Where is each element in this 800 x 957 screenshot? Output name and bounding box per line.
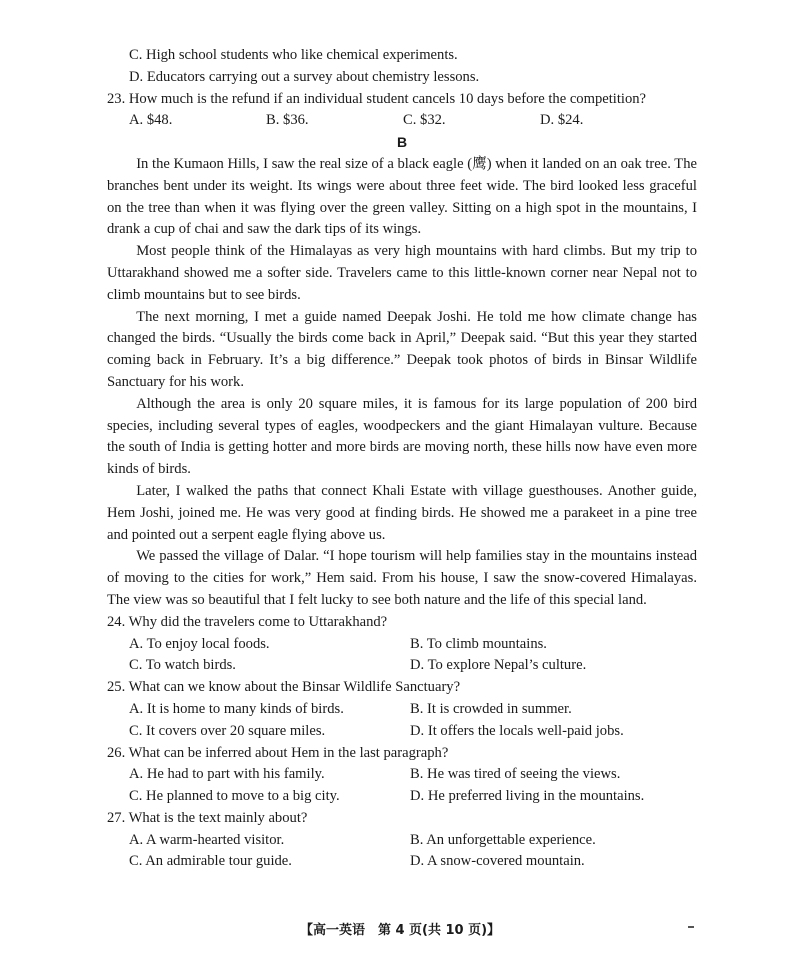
q24-option-c: C. To watch birds.	[129, 657, 236, 674]
q24-option-b: B. To climb mountains.	[410, 635, 547, 652]
passage-paragraph-4: Although the area is only 20 square miles, it is famous for its large population of 200 bird species, including several types of eagles, woodpeckers and the giant Himalayan vulture. Because the south of India is getting hotter and more birds are moving north, these hills now have even more kinds of birds.	[107, 395, 697, 478]
passage-b	[107, 154, 697, 612]
q23-option-c: C. $32.	[403, 112, 446, 129]
q27-option-b: B. An unforgettable experience.	[410, 831, 596, 848]
question-26	[107, 743, 697, 808]
question-24	[107, 612, 697, 677]
exam-page	[107, 45, 697, 873]
q27-options-row-1	[107, 830, 697, 852]
q25-option-d: D. It offers the locals well-paid jobs.	[410, 722, 624, 739]
passage-paragraph-2: Most people think of the Himalayas as very high mountains with hard climbs. But my trip to Uttarakhand showed me a softer side. Travelers came to this little-known corner near Nepal not to climb mountains but to see birds.	[107, 243, 697, 303]
q24-option-a: A. To enjoy local foods.	[129, 635, 270, 652]
q24-options-row-1	[107, 634, 697, 656]
q24-option-d: D. To explore Nepal’s culture.	[410, 657, 587, 674]
q25-options-row-1	[107, 699, 697, 721]
q25-option-c: C. It covers over 20 square miles.	[129, 722, 326, 739]
passage-paragraph-5: Later, I walked the paths that connect Khali Estate with village guesthouses. Another guide, Hem Joshi, joined me. He was very good at finding birds. He showed me a parakeet in a pine tree and pointed out a serpent eagle flying above us.	[107, 482, 697, 543]
q23-option-d: D. $24.	[540, 112, 584, 129]
q23-option-a: A. $48.	[129, 112, 173, 129]
q27-question: 27. What is the text mainly about?	[107, 809, 308, 826]
q27-option-a: A. A warm-hearted visitor.	[129, 831, 285, 848]
q25-option-b: B. It is crowded in summer.	[410, 700, 572, 717]
passage-paragraph-3: The next morning, I met a guide named Deepak Joshi. He told me how climate change has changed the birds. “Usually the birds come back in April,” Deepak said. “But this year they started coming back in February. It’s a big difference.” Deepak took photos of birds in Binsar Wildlife Sanctuary for his work.	[107, 308, 697, 390]
section-b-title: B	[396, 134, 408, 151]
q26-question: 26. What can be inferred about Hem in the last paragraph?	[107, 744, 449, 761]
footer-dash-mark	[688, 926, 694, 928]
q22-option-d: D. Educators carrying out a survey about chemistry lessons.	[129, 68, 480, 85]
q23-question: 23. How much is the refund if an individual student cancels 10 days before the competition?	[107, 90, 647, 107]
q24-options-row-2	[107, 655, 697, 677]
q25-question: 25. What can we know about the Binsar Wildlife Sanctuary?	[107, 679, 461, 696]
question-27	[107, 808, 697, 873]
q23-options	[107, 110, 697, 132]
question-25	[107, 677, 697, 742]
q26-option-a: A. He had to part with his family.	[129, 766, 325, 783]
q27-option-c: C. An admirable tour guide.	[129, 853, 292, 870]
q25-option-a: A. It is home to many kinds of birds.	[129, 700, 344, 717]
q26-option-b: B. He was tired of seeing the views.	[410, 766, 621, 783]
q27-option-d: D. A snow-covered mountain.	[410, 853, 585, 870]
q26-options-row-2	[107, 786, 697, 808]
q26-option-c: C. He planned to move to a big city.	[129, 788, 340, 805]
q23-option-b: B. $36.	[266, 112, 309, 129]
q22-option-c: C. High school students who like chemical experiments.	[129, 47, 458, 63]
page-footer: 【高一英语 第 4 页(共 10 页)】	[299, 923, 501, 938]
q26-options-row-1	[107, 764, 697, 786]
passage-paragraph-1: In the Kumaon Hills, I saw the real size of a black eagle (鹰) when it landed on an oak tree. The branches bent under its weight. Its wings were about three feet wide. The bird looked less graceful on the tree than when it was flying over the green valley. Sitting on a high spot in the mountains, I drank a cup of chai and saw the dark tips of its wings.	[107, 155, 697, 238]
q27-options-row-2	[107, 851, 697, 873]
q26-option-d: D. He preferred living in the mountains.	[410, 788, 645, 805]
q24-question: 24. Why did the travelers come to Uttarakhand?	[107, 613, 388, 630]
passage-paragraph-6: We passed the village of Dalar. “I hope tourism will help families stay in the mountains instead of moving to the cities for work,” Hem said. From his house, I saw the snow-covered Himalayas. The view was so beautiful that I felt lucky to see both nature and the life of this special land.	[107, 548, 697, 608]
q25-options-row-2	[107, 721, 697, 743]
